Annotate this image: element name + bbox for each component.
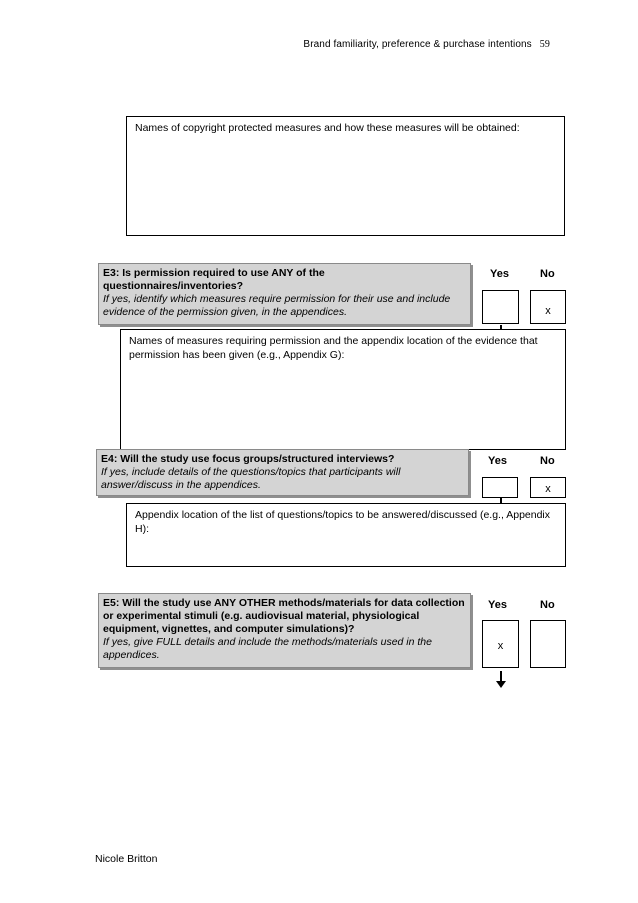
running-title: Brand familiarity, preference & purchase intentions <box>303 39 532 50</box>
e4-yes-checkbox[interactable] <box>482 477 518 498</box>
e3-no-label: No <box>540 268 555 280</box>
e3-yes-checkbox[interactable] <box>482 290 519 324</box>
e4-no-checkbox[interactable]: x <box>530 477 566 498</box>
e5-instruction: If yes, give FULL details and include the methods/materials used in the appendices. <box>103 636 432 661</box>
e3-instruction: If yes, identify which measures require permission for their use and include evidence of the permission given, in the appendices. <box>103 293 451 318</box>
e5-yes-label: Yes <box>488 599 507 611</box>
footer-author: Nicole Britton <box>95 853 158 865</box>
e5-question-box <box>98 593 471 668</box>
running-header <box>303 39 550 50</box>
e4-detail-field[interactable] <box>126 503 566 567</box>
page-number: 59 <box>539 39 550 50</box>
e4-instruction: If yes, include details of the questions/topics that participants will answer/discuss in the appendices. <box>101 466 401 491</box>
e4-title: E4: Will the study use focus groups/structured interviews? <box>101 453 395 465</box>
e3-no-checkbox[interactable]: x <box>530 290 566 324</box>
e3-question-box <box>98 263 471 325</box>
e5-down-arrow-icon <box>500 671 502 682</box>
copyright-measures-field[interactable] <box>126 116 565 236</box>
e5-yes-checkbox[interactable]: x <box>482 620 519 668</box>
e3-detail-field[interactable] <box>120 329 566 450</box>
e3-yes-label: Yes <box>490 268 509 280</box>
copyright-measures-label: Names of copyright protected measures and how these measures will be obtained: <box>135 122 520 134</box>
e4-no-label: No <box>540 455 555 467</box>
e5-no-label: No <box>540 599 555 611</box>
e4-detail-label: Appendix location of the list of questions/topics to be answered/discussed (e.g., Appendix H): <box>135 509 551 535</box>
e4-question-box <box>96 449 469 496</box>
e3-detail-label: Names of measures requiring permission and the appendix location of the evidence that permission has been given (e.g., Appendix G): <box>129 335 538 361</box>
e3-title: E3: Is permission required to use ANY of the questionnaires/inventories? <box>103 267 325 292</box>
e4-yes-label: Yes <box>488 455 507 467</box>
e5-title: E5: Will the study use ANY OTHER methods/materials for data collection or experimental stimuli (e.g. audiovisual material, physiological equipment, vignettes, and computer simulations)? <box>103 597 465 635</box>
e5-no-checkbox[interactable] <box>530 620 566 668</box>
